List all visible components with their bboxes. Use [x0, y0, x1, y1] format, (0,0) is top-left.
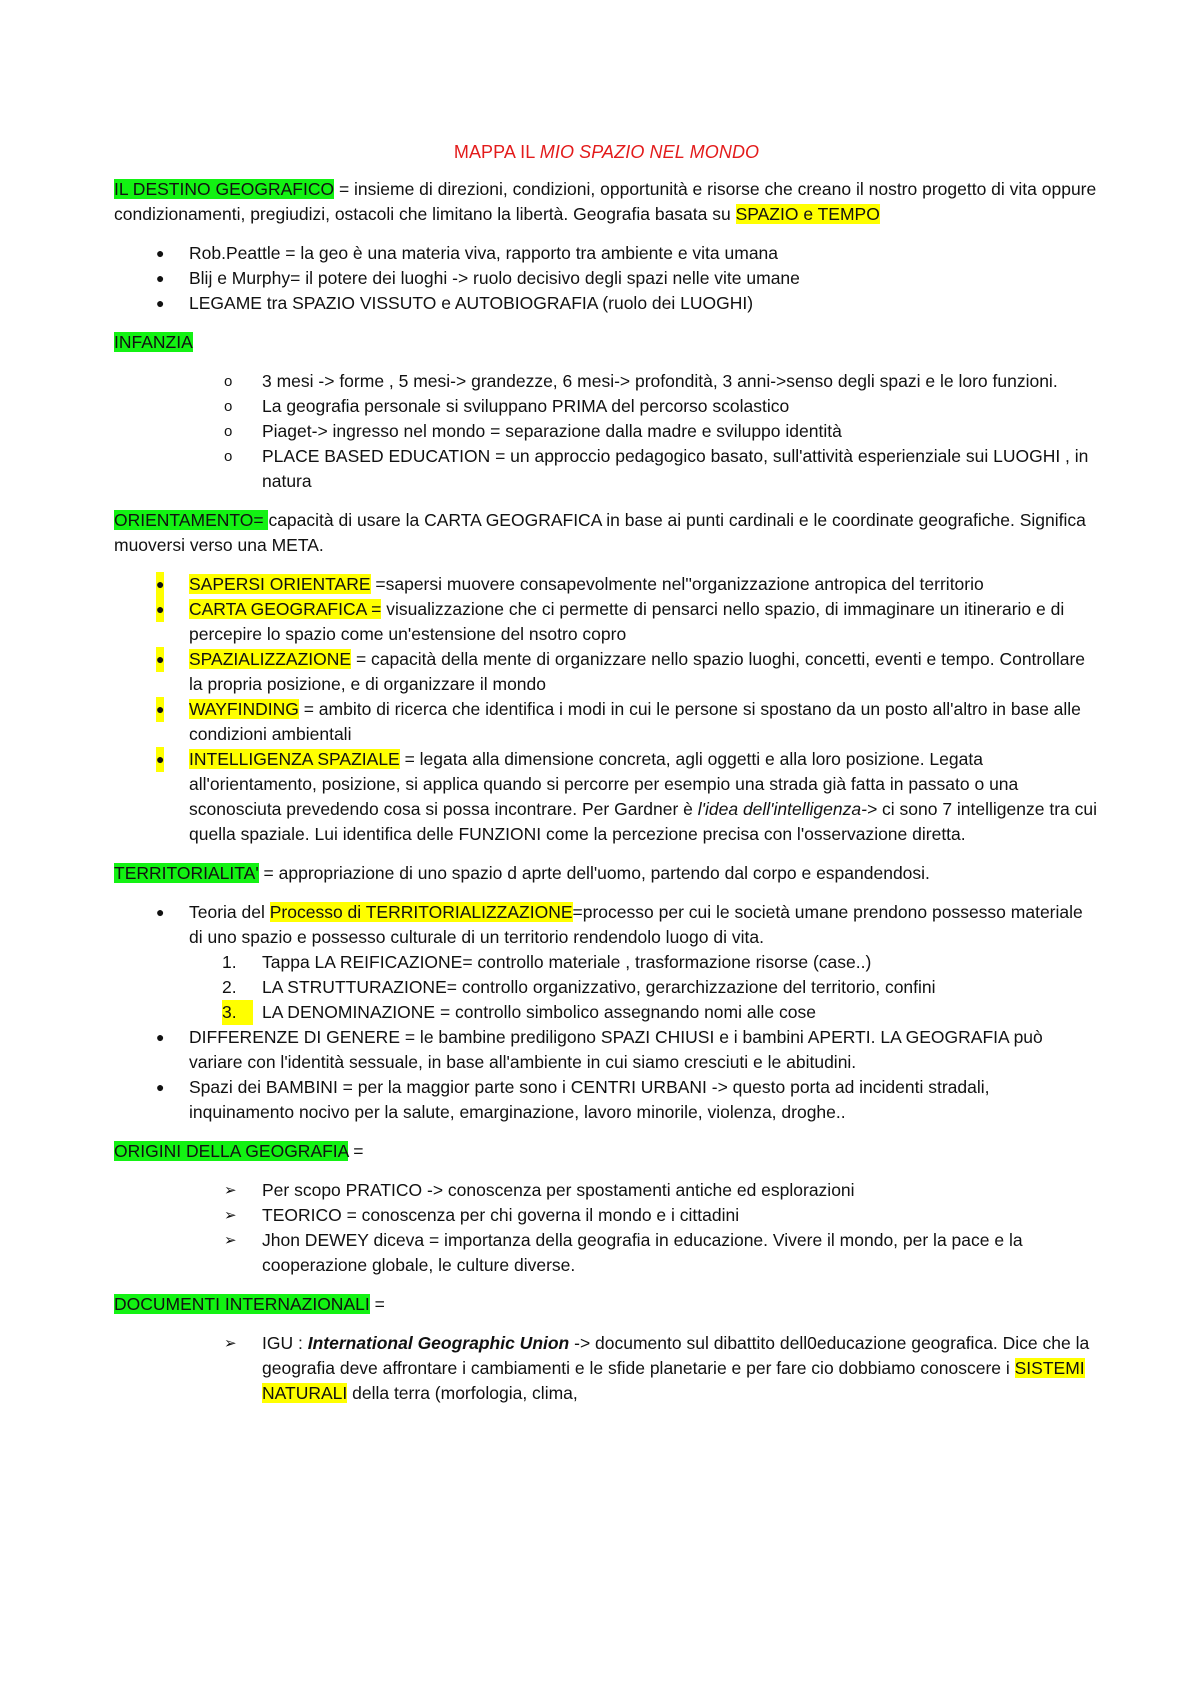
list-item: ● Teoria del Processo di TERRITORIALIZZAZIONE=processo per cui le società umane prendono possesso materiale di uno spazio e possesso culturale di un territorio rendendolo luogo di vita. — [156, 902, 1083, 947]
bullet-icon: ● — [156, 295, 165, 311]
bullet-icon: ● — [156, 697, 164, 722]
list-item: o Piaget-> ingresso nel mondo = separazione dalla madre e sviluppo identità — [114, 419, 1099, 444]
list-item: ● WAYFINDING = ambito di ricerca che identifica i modi in cui le persone si spostano da un posto all'altro in base alle condizioni ambientali — [156, 699, 1081, 744]
bullet-icon: ● — [156, 270, 165, 286]
circle-bullet-icon: o — [224, 398, 233, 415]
list-item: ● SPAZIALIZZAZIONE = capacità della mente di organizzare nello spazio luoghi, concetti, eventi e tempo. Controllare la propria posizione, e di organizzare il mondo — [156, 649, 1086, 694]
documenti-heading: DOCUMENTI INTERNAZIONALI — [114, 1294, 370, 1314]
bullet-icon: ● — [156, 245, 165, 261]
list-item: 3. LA DENOMINAZIONE = controllo simbolico assegnando nomi alle cose — [114, 1000, 1099, 1025]
infanzia-heading-line — [114, 330, 1099, 355]
infanzia-list — [114, 369, 1099, 494]
list-item: ● SAPERSI ORIENTARE =sapersi muovere consapevolmente nel''organizzazione antropica del territorio — [114, 572, 1099, 597]
orientamento-list — [114, 572, 1099, 847]
list-item: ➢ Jhon DEWEY diceva = importanza della geografia in educazione. Vivere il mondo, per la pace e la cooperazione globale, le culture diverse. — [224, 1230, 1023, 1275]
list-item: 2. LA STRUTTURAZIONE= controllo organizzativo, gerarchizzazione del territorio, confini — [222, 977, 936, 997]
bullet-icon: ● — [156, 1029, 165, 1045]
origini-heading: ORIGINI DELLA GEOGRAFIA — [114, 1141, 349, 1161]
destino-paragraph: IL DESTINO GEOGRAFICO = insieme di direzioni, condizioni, opportunità e risorse che creano il nostro progetto di vita oppure condizionamenti, pregiudizi, ostacoli che limitano la libertà. Geografia basata su SPAZIO e TEMPO — [114, 179, 1097, 224]
list-item: ● LEGAME tra SPAZIO VISSUTO e AUTOBIOGRAFIA (ruolo dei LUOGHI) — [114, 291, 1099, 316]
circle-bullet-icon: o — [224, 448, 233, 465]
arrowhead-bullet-icon: ➢ — [224, 1335, 237, 1352]
bullet-icon: ● — [156, 1079, 165, 1095]
list-item: o PLACE BASED EDUCATION = un approccio pedagogico basato, sull'attività esperienziale sui LUOGHI , in natura — [224, 446, 1089, 491]
circle-bullet-icon: o — [224, 373, 233, 390]
origini-paragraph: ORIGINI DELLA GEOGRAFIA = — [114, 1141, 364, 1161]
document-body — [114, 140, 1099, 1420]
list-item: ● Blij e Murphy= il potere dei luoghi -> ruolo decisivo degli spazi nelle vite umane — [114, 266, 1099, 291]
list-item: ● DIFFERENZE DI GENERE = le bambine prediligono SPAZI CHIUSI e i bambini APERTI. LA GEOGRAFIA può variare con l'identità sessuale, in base all'ambiente in cui siamo cresciuti e le abitudini. — [156, 1027, 1043, 1072]
list-item: ➢ IGU : International Geographic Union -> documento sul dibattito dell0educazione geografica. Dice che la geografia deve affrontare i cambiamenti e le sfide planetarie e per fare cio dobbiamo conoscere i SISTEMI NATURALI della terra (morfologia, clima, — [224, 1333, 1090, 1403]
territorializzazione-steps — [114, 950, 1099, 1025]
list-item: ● Spazi dei BAMBINI = per la maggior parte sono i CENTRI URBANI -> questo porta ad incidenti stradali, inquinamento nocivo per la salute, emarginazione, lavoro minorile, violenza, droghe.. — [156, 1077, 990, 1122]
page-title: MAPPA IL MIO SPAZIO NEL MONDO — [453, 142, 760, 162]
arrowhead-bullet-icon: ➢ — [224, 1207, 237, 1224]
territorialita-list-continued — [114, 1025, 1099, 1125]
bullet-icon: ● — [156, 572, 164, 597]
arrowhead-bullet-icon: ➢ — [224, 1182, 237, 1199]
bullet-icon: ● — [156, 647, 164, 672]
origini-list — [114, 1178, 1099, 1278]
bullet-icon: ● — [156, 904, 165, 920]
territorialita-heading: TERRITORIALITA' — [114, 863, 259, 883]
orientamento-heading: ORIENTAMENTO= — [114, 510, 269, 530]
list-item: ➢ TEORICO = conoscenza per chi governa il mondo e i cittadini — [114, 1203, 1099, 1228]
list-item: o La geografia personale si sviluppano PRIMA del percorso scolastico — [114, 394, 1099, 419]
destino-heading: IL DESTINO GEOGRAFICO — [114, 179, 335, 199]
list-item: ➢ Per scopo PRATICO -> conoscenza per spostamenti antiche ed esplorazioni — [114, 1178, 1099, 1203]
spazio-tempo-highlight: SPAZIO e TEMPO — [735, 204, 880, 224]
documenti-paragraph: DOCUMENTI INTERNAZIONALI = — [114, 1294, 385, 1314]
bullet-icon: ● — [156, 747, 164, 772]
destino-list — [114, 241, 1099, 316]
list-item: ● Rob.Peattle = la geo è una materia viva, rapporto tra ambiente e vita umana — [114, 241, 1099, 266]
arrowhead-bullet-icon: ➢ — [224, 1232, 237, 1249]
documenti-list — [114, 1331, 1099, 1406]
territorialita-paragraph: TERRITORIALITA' = appropriazione di uno spazio d aprte dell'uomo, partendo dal corpo e espandendosi. — [114, 863, 930, 883]
list-item: o 3 mesi -> forme , 5 mesi-> grandezze, 6 mesi-> profondità, 3 anni->senso degli spazi e le loro funzioni. — [114, 369, 1099, 394]
list-item: ● INTELLIGENZA SPAZIALE = legata alla dimensione concreta, agli oggetti e alla loro posizione. Legata all'orientamento, posizione, si applica quando si percorre per esempio una strada già fatta in passato o una sconosciuta prevedendo cosa si possa incontrare. Per Gardner è l'idea dell'intelligenza-> ci sono 7 intelligenze tra cui quella spaziale. Lui identifica delle FUNZIONI come la percezione precisa con l'osservazione diretta. — [156, 749, 1097, 844]
bullet-icon: ● — [156, 597, 164, 622]
circle-bullet-icon: o — [224, 423, 233, 440]
orientamento-paragraph: ORIENTAMENTO= capacità di usare la CARTA GEOGRAFICA in base ai punti cardinali e le coordinate geografiche. Significa muoversi verso una META. — [114, 510, 1086, 555]
list-item: ● CARTA GEOGRAFICA = visualizzazione che ci permette di pensarci nello spazio, di immaginare un itinerario e di percepire lo spazio come un'estensione del nsotro copro — [156, 599, 1065, 644]
list-item: 1. Tappa LA REIFICAZIONE= controllo materiale , trasformazione risorse (case..) — [222, 952, 872, 972]
infanzia-heading: INFANZIA — [114, 332, 193, 352]
territorialita-list — [114, 900, 1099, 950]
